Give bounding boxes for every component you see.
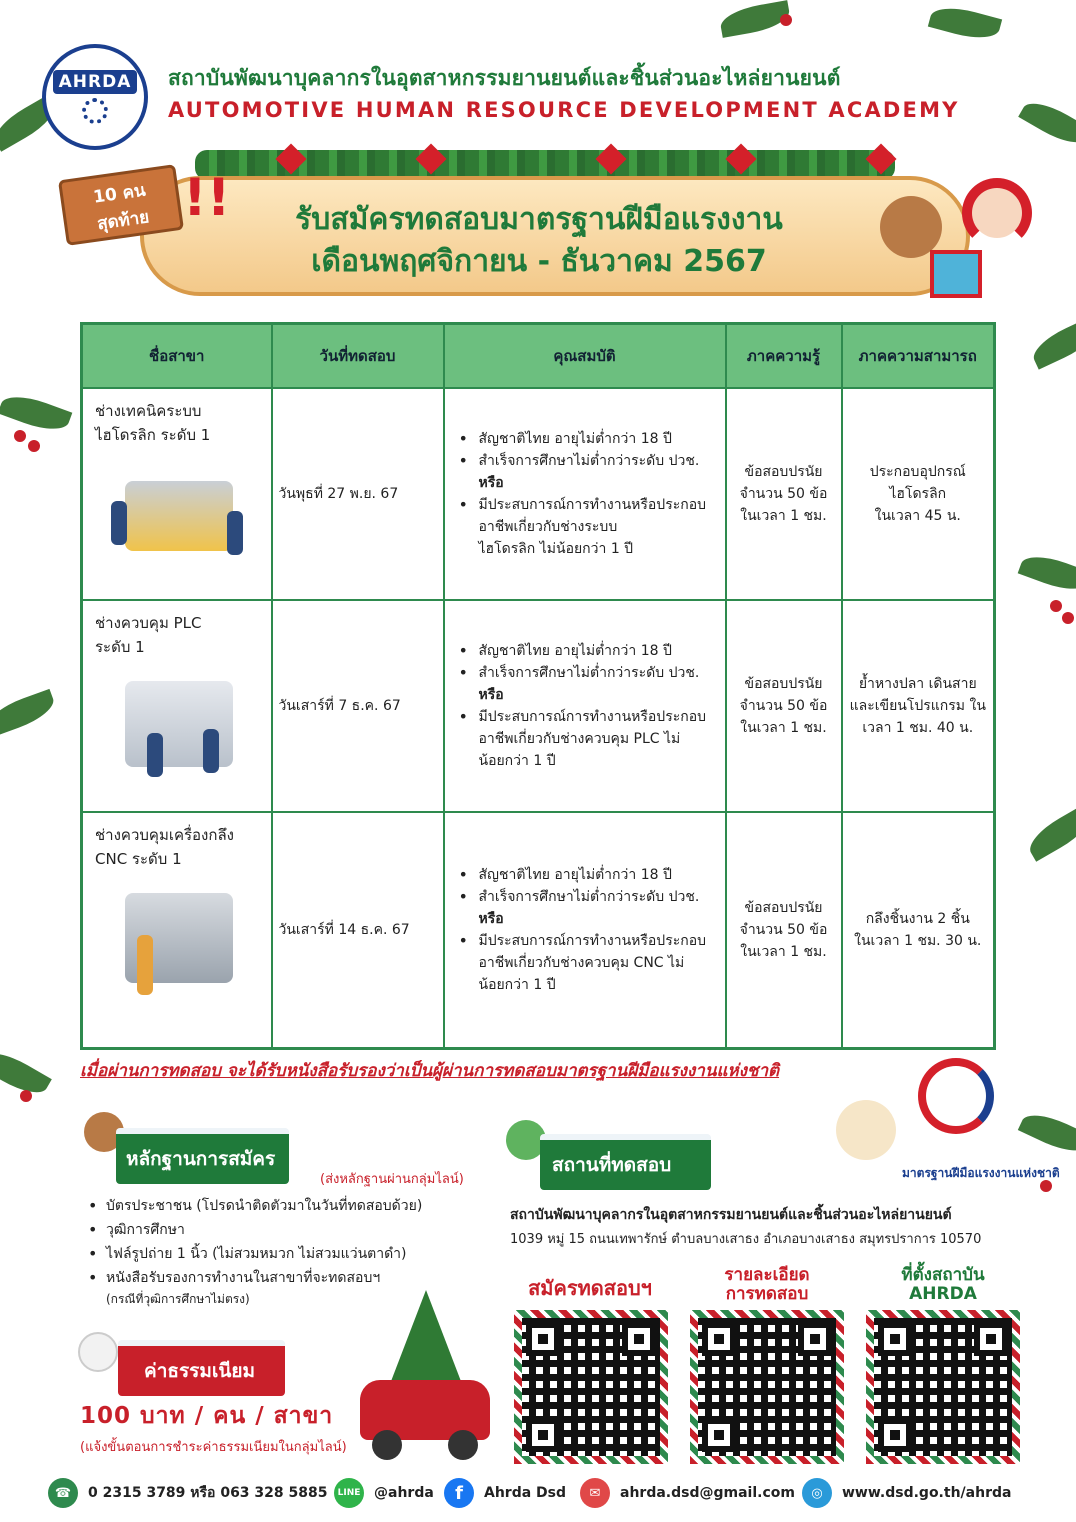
qr-code-register[interactable]: [514, 1310, 668, 1464]
qr-location-label-line1: ที่ตั้งสถาบัน: [901, 1265, 985, 1285]
qr-code-details[interactable]: [690, 1310, 844, 1464]
institute-name-thai: สถาบันพัฒนาบุคลากรในอุตสาหกรรมยานยนต์และชิ้นส่วนอะไหล่ยานยนต์: [168, 66, 841, 90]
logo-wordmark: AHRDA: [53, 70, 138, 94]
documents-note: (ส่งหลักฐานผ่านกลุ่มไลน์): [320, 1172, 464, 1187]
skill-test-cell: [842, 600, 995, 812]
column-header-date: วันที่ทดสอบ: [272, 324, 444, 388]
column-header-skill: ภาคความสามารถ: [842, 324, 995, 388]
branch-name-line2: ไฮโดรลิก ระดับ 1: [95, 425, 211, 444]
table-row: [82, 600, 995, 812]
qualification-item: • สำเร็จการศึกษาไม่ต่ำกว่าระดับ ปวช.: [459, 886, 713, 908]
qualification-item: • สัญชาติไทย อายุไม่ต่ำกว่า 18 ปี: [459, 864, 713, 886]
institute-name-english: AUTOMOTIVE HUMAN RESOURCE DEVELOPMENT ACADEMY: [168, 98, 960, 122]
branch-name-line1: ช่างควบคุมเครื่องกลึง: [95, 826, 234, 845]
skill-line: ในเวลา 45 น.: [874, 507, 961, 524]
qualification-item: • สำเร็จการศึกษาไม่ต่ำกว่าระดับ ปวช.: [459, 450, 713, 472]
cnc-machine-illustration: [107, 885, 247, 1003]
qr-code-location[interactable]: [866, 1310, 1020, 1464]
exam-date: วันเสาร์ที่ 7 ธ.ค. 67: [272, 600, 444, 812]
qualification-item: • มีประสบการณ์การทำงานหรือประกอบ: [459, 494, 713, 516]
skill-line: ในเวลา 1 ชม. 30 น.: [854, 933, 982, 950]
facebook-icon: f: [444, 1478, 474, 1508]
qualifications-cell: [444, 388, 726, 600]
knowledge-test-cell: [726, 600, 842, 812]
email-address: ahrda.dsd@gmail.com: [620, 1485, 795, 1501]
skill-line: ย้ำหางปลา เดินสาย: [858, 675, 977, 692]
qualification-item-cont: น้อยกว่า 1 ปี: [478, 752, 556, 769]
knowledge-test-cell: [726, 812, 842, 1048]
headline-period: เดือนพฤศจิกายน - ธันวาคม 2567: [311, 244, 767, 279]
branch-name-line1: ช่างควบคุม PLC: [95, 613, 202, 632]
documents-list: [86, 1194, 422, 1308]
table-header-row: [82, 324, 995, 388]
qualification-item: • มีประสบการณ์การทำงานหรือประกอบ: [459, 930, 713, 952]
document-item: • หนังสือรับรองการทำงานในสาขาที่จะทดสอบฯ: [86, 1266, 422, 1290]
gear-icon: [82, 98, 108, 124]
car-wheel: [448, 1430, 478, 1460]
contact-line[interactable]: [334, 1478, 434, 1508]
qualification-item-cont: อาชีพเกี่ยวกับช่างระบบ: [478, 518, 618, 535]
document-item: • บัตรประชาชน (โปรดนำติดตัวมาในวันที่ทดสอบด้วย): [86, 1194, 422, 1218]
documents-heading: หลักฐานการสมัคร: [116, 1128, 289, 1184]
knowledge-line: ในเวลา 1 ชม.: [740, 944, 827, 961]
facebook-page: Ahrda Dsd: [484, 1485, 567, 1501]
line-id: @ahrda: [374, 1485, 434, 1501]
headline-title: รับสมัครทดสอบมาตรฐานฝีมือแรงงาน: [295, 202, 783, 237]
qualification-item-cont: น้อยกว่า 1 ปี: [478, 977, 556, 994]
contact-website[interactable]: [802, 1478, 1011, 1508]
document-item: • วุฒิการศึกษา: [86, 1218, 422, 1242]
qualification-or: หรือ: [478, 686, 504, 703]
exam-schedule-table: [80, 322, 996, 1050]
plc-panel-illustration: [107, 673, 247, 791]
gift-box-illustration: [930, 250, 982, 298]
fee-heading: ค่าธรรมเนียม: [118, 1340, 285, 1396]
qualifications-list: [459, 640, 713, 772]
phone-icon: ☎: [48, 1478, 78, 1508]
qualification-item-cont: อาชีพเกี่ยวกับช่างควบคุม CNC ไม่: [478, 955, 685, 972]
knowledge-line: จำนวน 50 ข้อ: [739, 485, 828, 502]
branch-name-line1: ช่างเทคนิคระบบ: [95, 401, 202, 420]
qr-details-label: [690, 1266, 844, 1304]
qualifications-list: [459, 864, 713, 996]
qualification-item-cont: อาชีพเกี่ยวกับช่างควบคุม PLC ไม่: [478, 730, 681, 747]
table-row: [82, 388, 995, 600]
branch-name-line2: CNC ระดับ 1: [95, 850, 182, 869]
skill-line: ไฮโดรลิก: [889, 485, 947, 502]
angel-illustration: [836, 1100, 896, 1160]
document-item: • ไฟล์รูปถ่าย 1 นิ้ว (ไม่สวมหมวก ไม่สวมแว่นตาดำ): [86, 1242, 422, 1266]
qr-location-label-line2: AHRDA: [909, 1284, 977, 1304]
qr-register-label: สมัครทดสอบฯ: [528, 1276, 652, 1300]
qualification-item-cont: ไฮโดรลิก ไม่น้อยกว่า 1 ปี: [478, 540, 634, 557]
branch-cell: [82, 388, 272, 600]
qualifications-list: [459, 428, 713, 560]
venue-address: 1039 หมู่ 15 ถนนเทพารักษ์ ตำบลบางเสาธง อำเภอบางเสาธง สมุทรปราการ 10570: [510, 1232, 982, 1247]
contact-facebook[interactable]: [444, 1478, 566, 1508]
qualifications-cell: [444, 600, 726, 812]
knowledge-line: ข้อสอบปรนัย: [744, 900, 823, 917]
snowman-icon: [78, 1332, 118, 1372]
qualifications-cell: [444, 812, 726, 1048]
sign-count: 10 คน: [92, 180, 147, 208]
qr-details-label-line1: รายละเอียด: [724, 1265, 810, 1285]
skill-line: และเขียนโปรแกรม ใน: [849, 697, 986, 714]
table-row: [82, 812, 995, 1048]
qr-details-label-line2: การทดสอบ: [725, 1284, 809, 1304]
column-header-knowledge: ภาคความรู้: [726, 324, 842, 388]
car-wheel: [372, 1430, 402, 1460]
qualification-item: • สัญชาติไทย อายุไม่ต่ำกว่า 18 ปี: [459, 428, 713, 450]
qualification-item: • สัญชาติไทย อายุไม่ต่ำกว่า 18 ปี: [459, 640, 713, 662]
branch-name-line2: ระดับ 1: [95, 637, 145, 656]
document-sub-note: (กรณีที่วุฒิการศึกษาไม่ตรง): [106, 1292, 250, 1306]
qualification-or: หรือ: [478, 911, 504, 928]
contact-footer: [48, 1478, 1012, 1512]
website-url: www.dsd.go.th/ahrda: [842, 1485, 1012, 1501]
headline-banner: [140, 176, 970, 296]
reindeer-illustration: [880, 196, 942, 258]
qualification-item: • สำเร็จการศึกษาไม่ต่ำกว่าระดับ ปวช.: [459, 662, 713, 684]
knowledge-line: ในเวลา 1 ชม.: [740, 719, 827, 736]
contact-phone[interactable]: [48, 1478, 327, 1508]
ahrda-logo: [42, 44, 148, 150]
exclamation-mark: !!: [183, 168, 231, 228]
knowledge-line: จำนวน 50 ข้อ: [739, 697, 828, 714]
certificate-note: เมื่อผ่านการทดสอบ จะได้รับหนังสือรับรองว่าเป็นผู้ผ่านการทดสอบมาตรฐานฝีมือแรงงานแห่งชาติ: [80, 1061, 780, 1081]
santa-illustration: [962, 178, 1032, 248]
knowledge-line: ในเวลา 1 ชม.: [740, 507, 827, 524]
venue-name: สถาบันพัฒนาบุคลากรในอุตสาหกรรมยานยนต์และชิ้นส่วนอะไหล่ยานยนต์: [510, 1207, 952, 1223]
knowledge-line: ข้อสอบปรนัย: [744, 675, 823, 692]
exam-date: วันเสาร์ที่ 14 ธ.ค. 67: [272, 812, 444, 1048]
branch-cell: [82, 600, 272, 812]
contact-email[interactable]: [580, 1478, 795, 1508]
sign-label: สุดท้าย: [96, 207, 151, 235]
column-header-qualifications: คุณสมบัติ: [444, 324, 726, 388]
skill-test-cell: [842, 388, 995, 600]
phone-number: 0 2315 3789 หรือ 063 328 5885: [88, 1485, 328, 1501]
branch-cell: [82, 812, 272, 1048]
skill-line: ประกอบอุปกรณ์: [869, 463, 966, 480]
fee-note: (แจ้งขั้นตอนการชำระค่าธรรมเนียมในกลุ่มไลน์): [80, 1440, 347, 1455]
email-icon: ✉: [580, 1478, 610, 1508]
qualification-item: • มีประสบการณ์การทำงานหรือประกอบ: [459, 706, 713, 728]
column-header-branch: ชื่อสาขา: [82, 324, 272, 388]
exam-date: วันพุธที่ 27 พ.ย. 67: [272, 388, 444, 600]
fee-price: 100 บาท / คน / สาขา: [80, 1403, 334, 1429]
knowledge-line: จำนวน 50 ข้อ: [739, 922, 828, 939]
line-icon: LINE: [334, 1478, 364, 1508]
knowledge-test-cell: [726, 388, 842, 600]
qualification-or: หรือ: [478, 474, 504, 491]
qr-location-label: [866, 1266, 1020, 1304]
knowledge-line: ข้อสอบปรนัย: [744, 463, 823, 480]
national-standard-logo-text: มาตรฐานฝีมือแรงงานแห่งชาติ: [902, 1166, 1060, 1180]
skill-line: กลึงชิ้นงาน 2 ชิ้น: [865, 911, 970, 928]
hydraulic-workers-illustration: [107, 461, 247, 579]
national-standard-logo: [918, 1058, 994, 1134]
venue-heading: สถานที่ทดสอบ: [540, 1134, 711, 1190]
skill-line: เวลา 1 ชม. 40 น.: [862, 719, 974, 736]
globe-icon: ◎: [802, 1478, 832, 1508]
skill-test-cell: [842, 812, 995, 1048]
